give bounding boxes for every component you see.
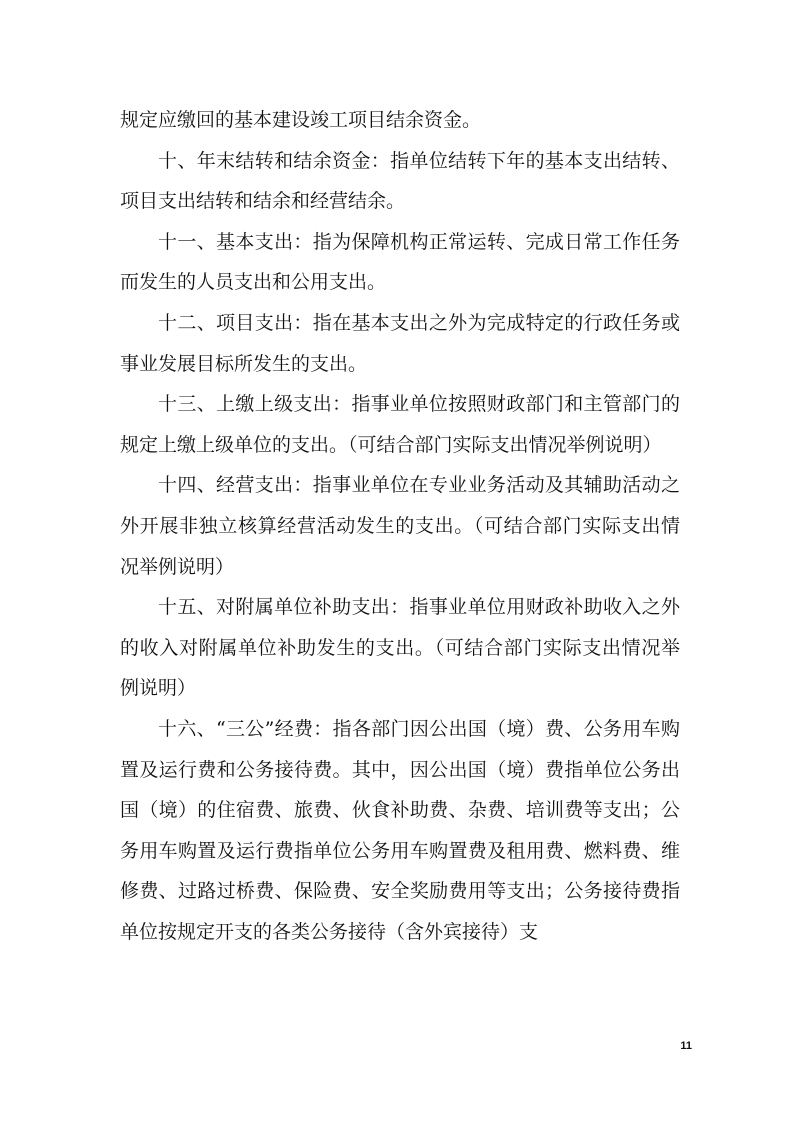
paragraph-continuation: 规定应缴回的基本建设竣工项目结余资金。 (120, 109, 482, 131)
paragraph-12: 十二、项目支出：指在基本支出之外为完成特定的行政任务或事业发展目标所发生的支出。 (120, 311, 680, 375)
paragraph-15: 十五、对附属单位补助支出：指事业单位用财政补助收入之外的收入对附属单位补助发生的支出。（可结合部门实际支出情况举例说明） (120, 596, 680, 700)
paragraph-13: 十三、上缴上级支出：指事业单位按照财政部门和主管部门的规定上缴上级单位的支出。（可结合部门实际支出情况举例说明） (120, 393, 680, 456)
paragraph-11: 十一、基本支出：指为保障机构正常运转、完成日常工作任务而发生的人员支出和公用支出。 (120, 230, 680, 294)
paragraph-14: 十四、经营支出：指事业单位在专业业务活动及其辅助活动之外开展非独立核算经营活动发生的支出。（可结合部门实际支出情况举例说明） (120, 474, 680, 578)
paragraph-10: 十、年末结转和结余资金：指单位结转下年的基本支出结转、项目支出结转和结余和经营结余。 (120, 149, 680, 213)
page-number: 11 (680, 1040, 692, 1052)
body-text (120, 100, 680, 952)
paragraph-16: 十六、“三公”经费：指各部门因公出国（境）费、公务用车购置及运行费和公务接待费。其中，因公出国（境）费指单位公务出国（境）的住宿费、旅费、伙食补助费、杂费、培训费等支出；公务用车购置及运行费指单位公务用车购置费及租用费、燃料费、维修费、过路过桥费、保险费、安全奖励费用等支出；公务接待费指单位按规定开支的各类公务接待（含外宾接待）支 (120, 717, 680, 943)
